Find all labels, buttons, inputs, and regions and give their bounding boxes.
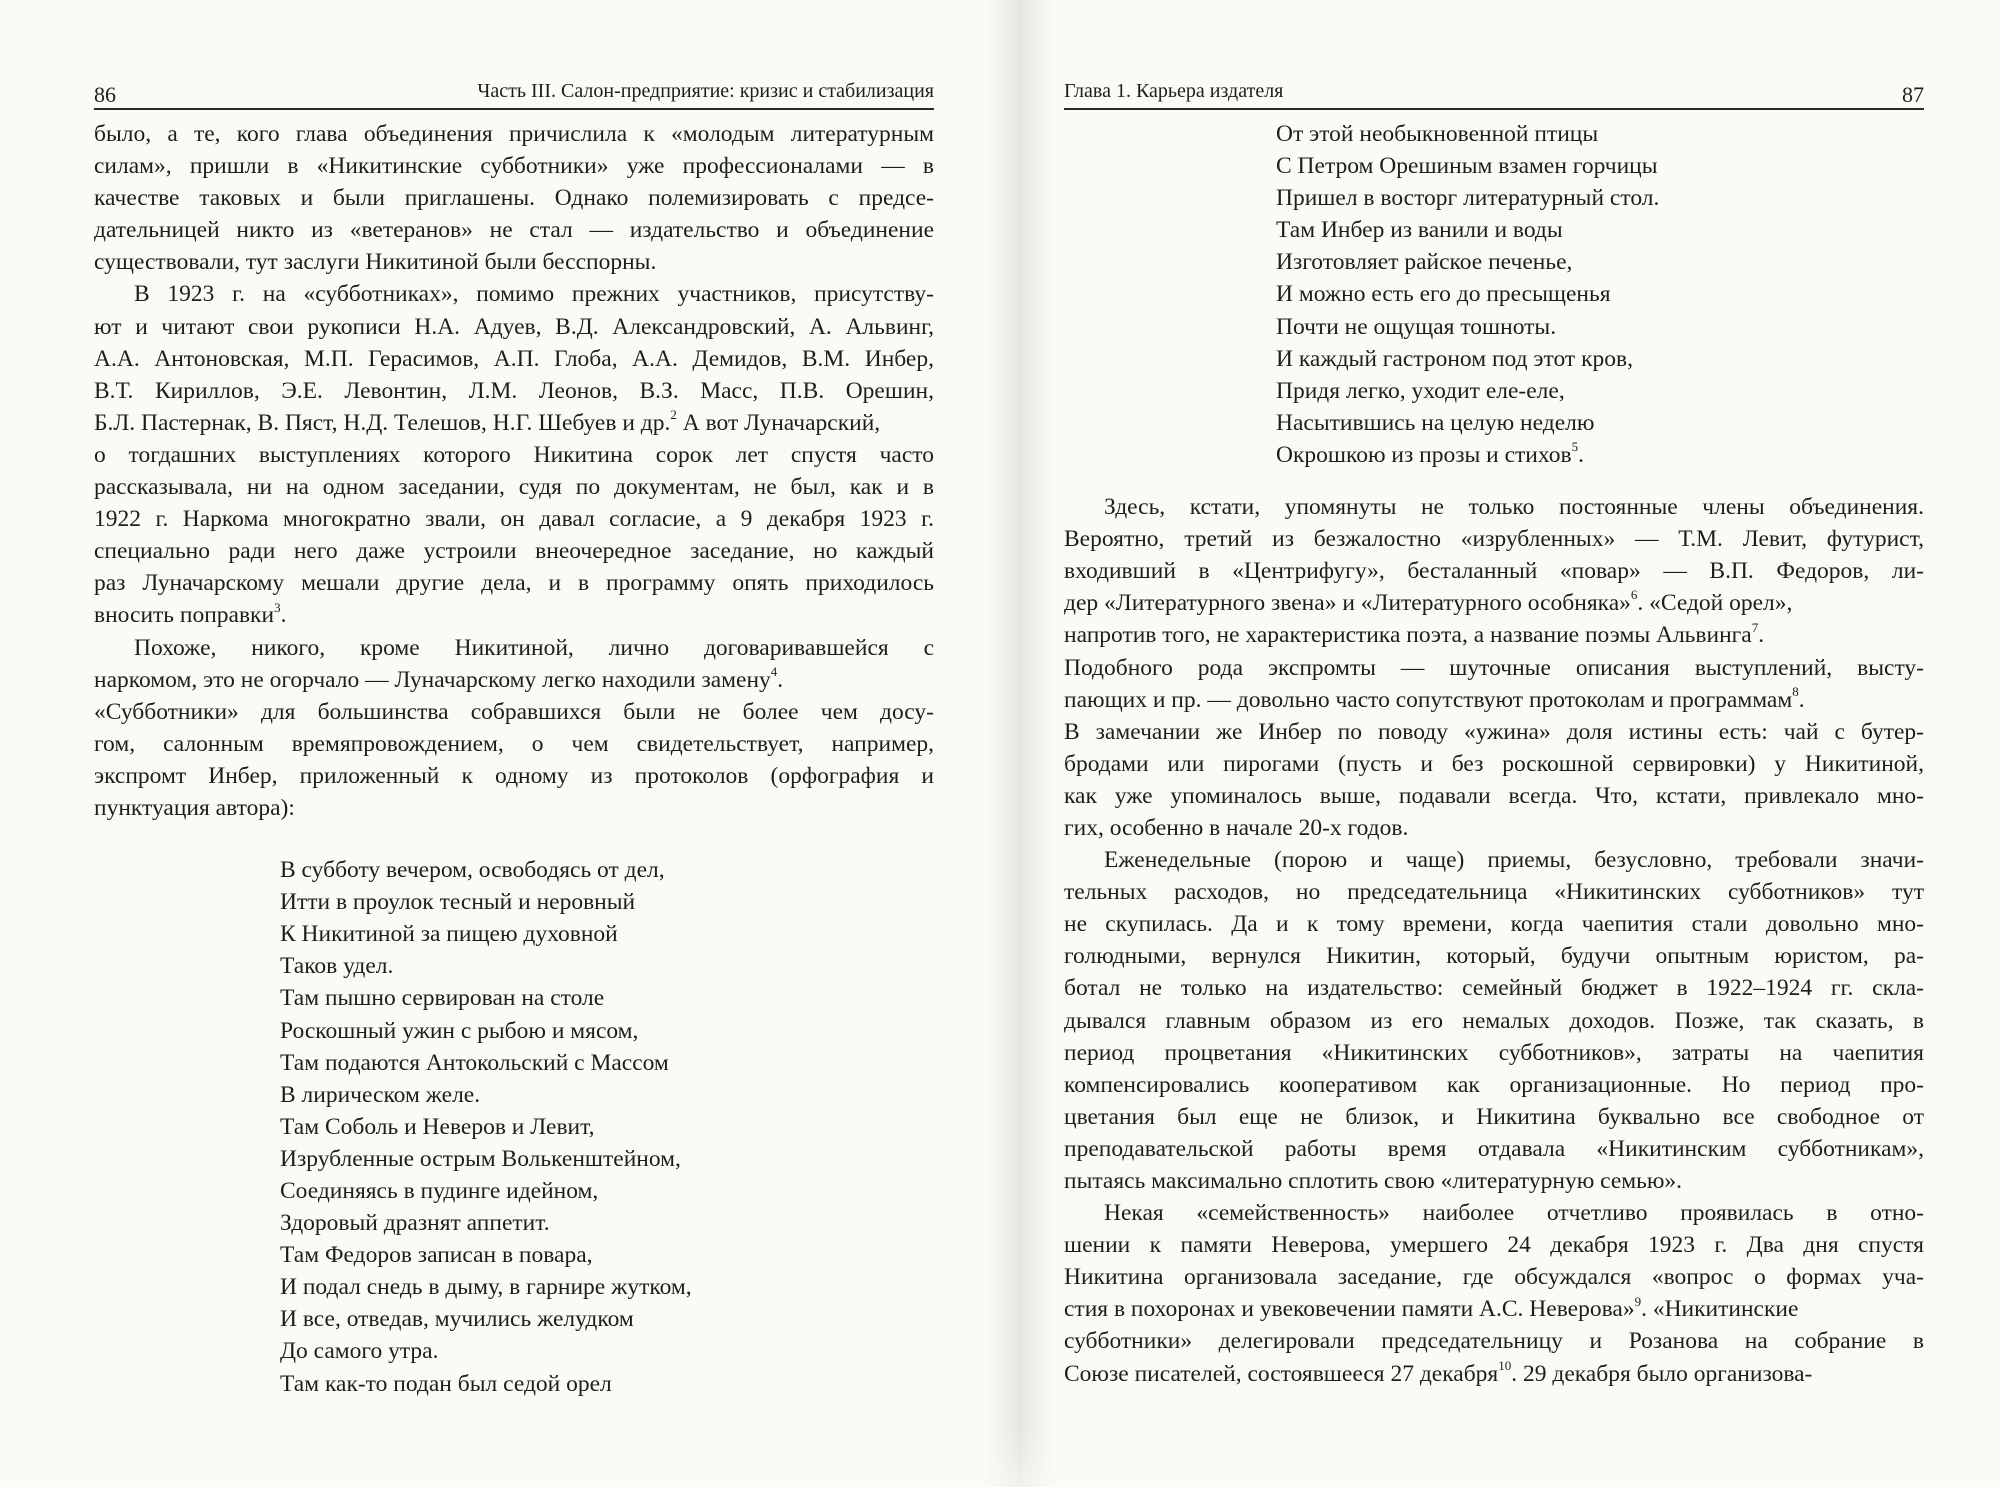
verse-line: Пришел в восторг литературный стол. <box>1276 185 1660 212</box>
left-page-header <box>94 74 934 110</box>
verse-line: Насытившись на целую неделю <box>1276 409 1595 436</box>
text-line: специально ради него даже устроили внеочередное заседание, но каждый <box>94 538 934 565</box>
text-line: ботал не только на издательство: семейный бюджет в 1922–1924 гг. скла- <box>1064 975 1924 1002</box>
footnote-ref: 10 <box>1498 1357 1512 1373</box>
text-run: наркомом, это не огорчало — Луначарскому легко находили замену <box>94 666 771 693</box>
left-text-block <box>94 118 934 1400</box>
text-line <box>1064 587 1924 619</box>
verse-line: Там подаются Антокольский с Массом <box>280 1049 669 1076</box>
text-line: Некая «семейственность» наиболее отчетливо проявилась в отно- <box>1104 1200 1924 1227</box>
text-run: вносить поправки <box>94 602 275 629</box>
text-line: Еженедельные (порою и чаще) приемы, безусловно, требовали значи- <box>1104 847 1924 874</box>
text-line: голюдными, вернулся Никитин, который, будучи опытным юристом, ра- <box>1064 943 1924 970</box>
verse-line: Там Инбер из ванили и воды <box>1276 217 1563 244</box>
text-run: . <box>280 602 287 629</box>
verse-line <box>1276 439 1924 471</box>
verse-line: Здоровый дразнят аппетит. <box>280 1210 550 1237</box>
text-line: гих, особенно в начале 20-х годов. <box>1064 814 1409 841</box>
text-line: как уже упоминалось выше, подавали всегда. Что, кстати, привлекало мно- <box>1064 782 1924 809</box>
right-running-head: Глава 1. Карьера издателя <box>1064 80 1284 102</box>
text-run: . <box>1798 686 1805 713</box>
text-line: рассказывала, ни на одном заседании, судя по документам, не был, как и в <box>94 474 934 501</box>
text-line: тельных расходов, но председательница «Никитинских субботников» тут <box>1064 879 1924 906</box>
text-run: . 29 декабря было организова- <box>1511 1360 1813 1387</box>
text-line: Вероятно, третий из безжалостно «изрубленных» — Т.М. Левит, футурист, <box>1064 526 1924 553</box>
text-line: существовали, тут заслуги Никитиной были бесспорны. <box>94 249 657 276</box>
verse-line: В субботу вечером, освободясь от дел, <box>280 857 665 884</box>
text-line: 1922 г. Наркома многократно звали, он давал согласие, а 9 декабря 1923 г. <box>94 506 934 533</box>
right-paragraph-3 <box>1064 1197 1924 1390</box>
text-line: экспромт Инбер, приложенный к одному из протоколов (орфография и <box>94 762 934 789</box>
text-line: Здесь, кстати, упомянуты не только постоянные члены объединения. <box>1104 494 1924 521</box>
text-line <box>94 664 934 696</box>
right-paragraph-2 <box>1064 844 1924 1197</box>
verse-line: С Петром Орешиным взамен горчицы <box>1276 153 1658 180</box>
text-run: . <box>777 666 784 693</box>
verse-line: В лирическом желе. <box>280 1081 481 1108</box>
verse-line: И все, отведав, мучились желудком <box>280 1306 634 1333</box>
text-line: силам», пришли в «Никитинские субботники» уже профессионалами — в <box>94 153 934 180</box>
text-line: субботники» делегировали председательницу и Розанова на собрание в <box>1064 1328 1924 1355</box>
text-run: А вот Луначарский, <box>676 409 881 436</box>
verse-line: Там Соболь и Неверов и Левит, <box>280 1113 595 1140</box>
verse-block-right <box>1064 118 1924 471</box>
text-line: входивший в «Центрифугу», бесталанный «повар» — В.П. Федоров, ли- <box>1064 558 1924 585</box>
right-text-block <box>1064 118 1924 1390</box>
footnote-ref: 9 <box>1634 1293 1642 1309</box>
verse-line: Соединяясь в пудинге идейном, <box>280 1178 599 1204</box>
text-line: не скупилась. Да и к тому времени, когда чаепития стали довольно мно- <box>1064 911 1924 938</box>
text-run: . «Седой орел», <box>1637 590 1793 617</box>
text-run: Окрошкою из прозы и стихов <box>1276 441 1572 468</box>
text-run: пающих и пр. — довольно часто сопутствуют протоколам и программам <box>1064 686 1793 713</box>
text-line: дательницей никто из «ветеранов» не стал — издательство и объединение <box>94 217 934 244</box>
text-line: дывался главным образом из его немалых доходов. Позже, так сказать, в <box>1064 1007 1924 1034</box>
text-line: гом, салонным времяпровождением, о чем свидетельствует, например, <box>94 730 934 757</box>
right-paragraph-1 <box>1064 491 1924 844</box>
text-line <box>1064 619 1924 651</box>
verse-line: Изрубленные острым Волькенштейном, <box>280 1145 681 1172</box>
text-line: пунктуация автора): <box>94 794 295 821</box>
verse-line: Там пышно сервирован на столе <box>280 985 605 1012</box>
text-run: Б.Л. Пастернак, В. Пяст, Н.Д. Телешов, Н.Г. Шебуев и др. <box>94 409 671 436</box>
text-line <box>1064 684 1924 716</box>
text-line: качестве таковых и были приглашены. Однако полемизировать с предсе- <box>94 185 934 212</box>
right-page-number: 87 <box>1902 82 1924 107</box>
text-run: стия в похоронах и увековечении памяти А.С. Неверова» <box>1064 1296 1635 1323</box>
text-line <box>94 407 934 439</box>
right-page <box>1040 0 2000 1487</box>
text-run: Союзе писателей, состоявшееся 27 декабря <box>1064 1360 1499 1387</box>
verse-line: И можно есть его до пресыщенья <box>1276 281 1611 308</box>
right-page-header <box>1064 74 1924 110</box>
verse-line: Изготовляет райское печенье, <box>1276 249 1573 276</box>
text-run: напротив того, не характеристика поэта, а название поэмы Альвинга <box>1064 622 1752 649</box>
text-line: Похоже, никого, кроме Никитиной, лично договаривавшейся с <box>134 634 934 661</box>
footnote-ref: 3 <box>274 599 281 615</box>
text-line: компенсировались кооперативом как организационные. Но период про- <box>1064 1071 1924 1098</box>
text-line: А.А. Антоновская, М.П. Герасимов, А.П. Глоба, А.А. Демидов, В.М. Инбер, <box>94 345 934 372</box>
verse-line: Итти в проулок тесный и неровный <box>280 889 636 916</box>
verse-line: И подал снедь в дыму, в гарнире жутком, <box>280 1274 692 1301</box>
verse-line: Таков удел. <box>280 953 394 980</box>
text-line: цветания был еще не близок, и Никитина буквально все свободное от <box>1064 1103 1924 1130</box>
verse-block-left <box>94 854 934 1400</box>
text-run: . «Никитинские <box>1641 1296 1799 1323</box>
verse-line: Там Федоров записан в повара, <box>280 1242 593 1269</box>
text-line: о тогдашних выступлениях которого Никитина сорок лет спустя часто <box>94 441 934 468</box>
text-run: . <box>1758 622 1765 649</box>
text-line: было, а те, кого глава объединения причислила к «молодым литературным <box>94 121 934 147</box>
text-line: пытаясь максимально сплотить свою «литературную семью». <box>1064 1168 1683 1194</box>
footnote-ref: 6 <box>1630 587 1638 603</box>
footnote-ref: 2 <box>670 407 677 423</box>
text-line: период процветания «Никитинских субботников», затраты на чаепития <box>1064 1039 1924 1066</box>
footnote-ref: 4 <box>770 663 778 679</box>
verse-line: Придя легко, уходит еле-еле, <box>1276 377 1565 404</box>
text-line <box>1064 1358 1924 1390</box>
text-line: В.Т. Кириллов, Э.Е. Левонтин, Л.М. Леонов, В.З. Масс, П.В. Орешин, <box>94 377 934 404</box>
text-line: раз Луначарскому мешали другие дела, и в программу опять приходилось <box>94 570 934 597</box>
verse-line: И каждый гастроном под этот кров, <box>1276 345 1633 372</box>
left-paragraph-3 <box>94 632 934 825</box>
text-line: преподавательской работы время отдавала «Никитинским субботникам», <box>1064 1135 1924 1162</box>
footnote-ref: 8 <box>1792 683 1799 699</box>
text-line: В замечании же Инбер по поводу «ужина» доля истины есть: чай с бутер- <box>1064 718 1924 745</box>
text-run: . <box>1578 441 1584 468</box>
text-line: ют и читают свои рукописи Н.А. Адуев, В.Д. Александровский, А. Альвинг, <box>94 313 934 340</box>
verse-line: До самого утра. <box>280 1338 439 1365</box>
left-paragraph-1 <box>94 118 934 278</box>
verse-line: Почти не ощущая тошноты. <box>1276 313 1557 340</box>
text-line <box>1064 1293 1924 1325</box>
text-line: В 1923 г. на «субботниках», помимо прежних участников, присутству- <box>134 281 934 308</box>
text-line: шении к памяти Неверова, умершего 24 декабря 1923 г. Два дня спустя <box>1064 1232 1924 1259</box>
footnote-ref: 5 <box>1571 439 1579 455</box>
text-line: Никитина организовала заседание, где обсуждался «вопрос о формах уча- <box>1064 1264 1924 1291</box>
verse-line: Роскошный ужин с рыбою и мясом, <box>280 1017 639 1044</box>
left-running-head: Часть III. Салон-предприятие: кризис и стабилизация <box>477 80 934 102</box>
text-line: Подобного рода экспромты — шуточные описания выступлений, высту- <box>1064 654 1924 681</box>
left-paragraph-2 <box>94 278 934 631</box>
verse-line: От этой необыкновенной птицы <box>1276 121 1599 147</box>
left-page-number: 86 <box>94 82 116 107</box>
verse-line: К Никитиной за пищею духовной <box>280 921 618 948</box>
verse-line: Там как-то подан был седой орел <box>280 1370 612 1397</box>
text-run: дер «Литературного звена» и «Литературного особняка» <box>1064 590 1631 617</box>
text-line: «Субботники» для большинства собравшихся были не более чем досу- <box>94 698 934 725</box>
footnote-ref: 7 <box>1751 619 1759 635</box>
text-line <box>94 599 934 631</box>
text-line: бродами или пирогами (пусть и без роскошной сервировки) у Никитиной, <box>1064 750 1924 777</box>
